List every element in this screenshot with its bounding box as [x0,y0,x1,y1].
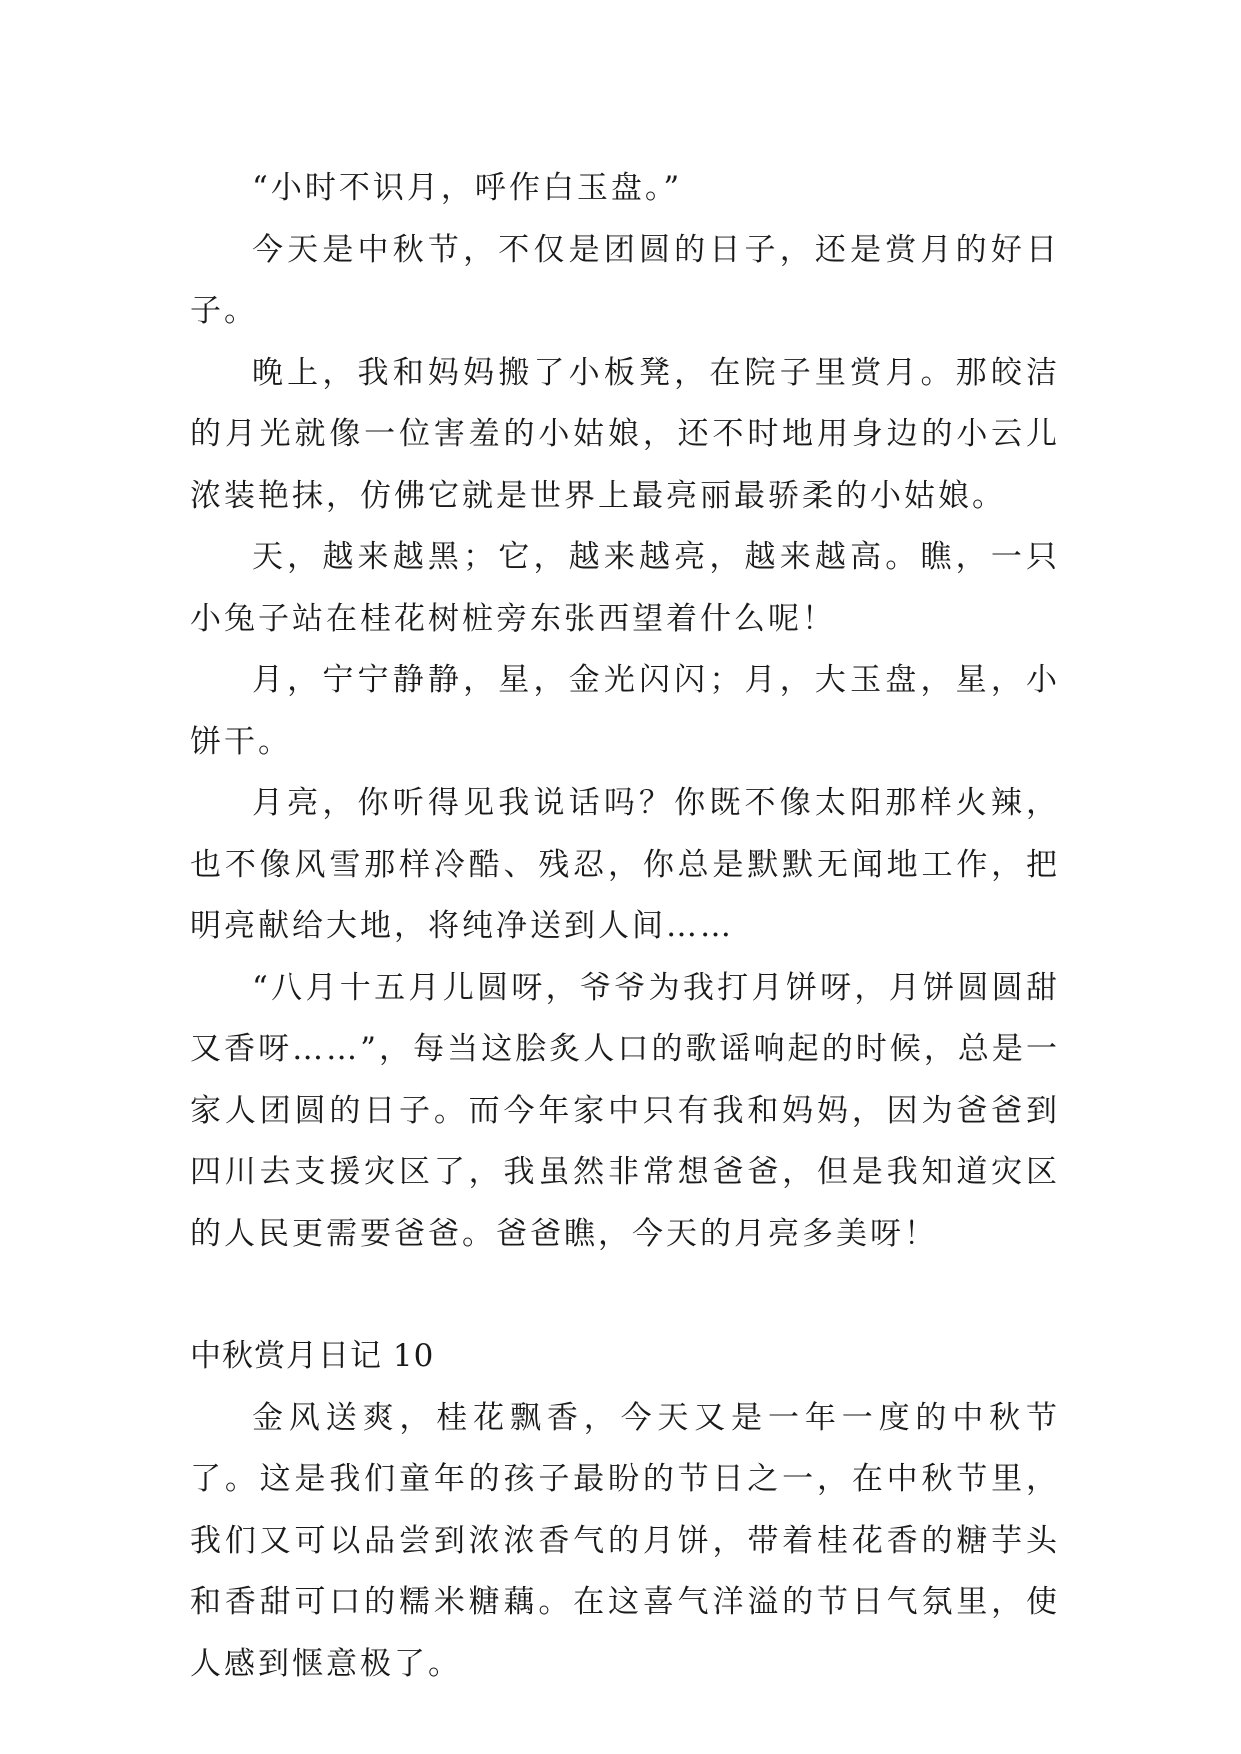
section-title: 中秋赏月日记 10 [190,1338,435,1374]
paragraph: “八月十五月儿圆呀，爷爷为我打月饼呀，月饼圆圆甜又香呀……”，每当这脍炙人口的歌谣响起的时候，总是一家人团圆的日子。而今年家中只有我和妈妈，因为爸爸到四川去支援灾区了，我虽然非常想爸爸，但是我知道灾区的人民更需要爸爸。爸爸瞧，今天的月亮多美呀！ [190,969,1060,1252]
paragraph: 晚上，我和妈妈搬了小板凳，在院子里赏月。那皎洁的月光就像一位害羞的小姑娘，还不时地用身边的小云儿浓装艳抹，仿佛它就是世界上最亮丽最骄柔的小姑娘。 [190,354,1060,514]
document-body [190,158,1060,1695]
paragraph: 月亮，你听得见我说话吗？你既不像太阳那样火辣，也不像风雪那样冷酷、残忍，你总是默默无闻地工作，把明亮献给大地，将纯净送到人间…… [190,785,1060,944]
paragraph: 天，越来越黑；它，越来越亮，越来越高。瞧，一只小兔子站在桂花树桩旁东张西望着什么呢！ [190,539,1060,637]
paragraph: 月，宁宁静静，星，金光闪闪；月，大玉盘，星，小饼干。 [190,662,1060,760]
paragraph: 金风送爽，桂花飘香，今天又是一年一度的中秋节了。这是我们童年的孩子最盼的节日之一，在中秋节里，我们又可以品尝到浓浓香气的月饼，带着桂花香的糖芋头和香甜可口的糯米糖藕。在这喜气洋溢的节日气氛里，使人感到惬意极了。 [190,1399,1060,1682]
paragraph: 今天是中秋节，不仅是团圆的日子，还是赏月的好日子。 [190,231,1060,329]
paragraph: “小时不识月，呼作白玉盘。” [252,170,683,206]
